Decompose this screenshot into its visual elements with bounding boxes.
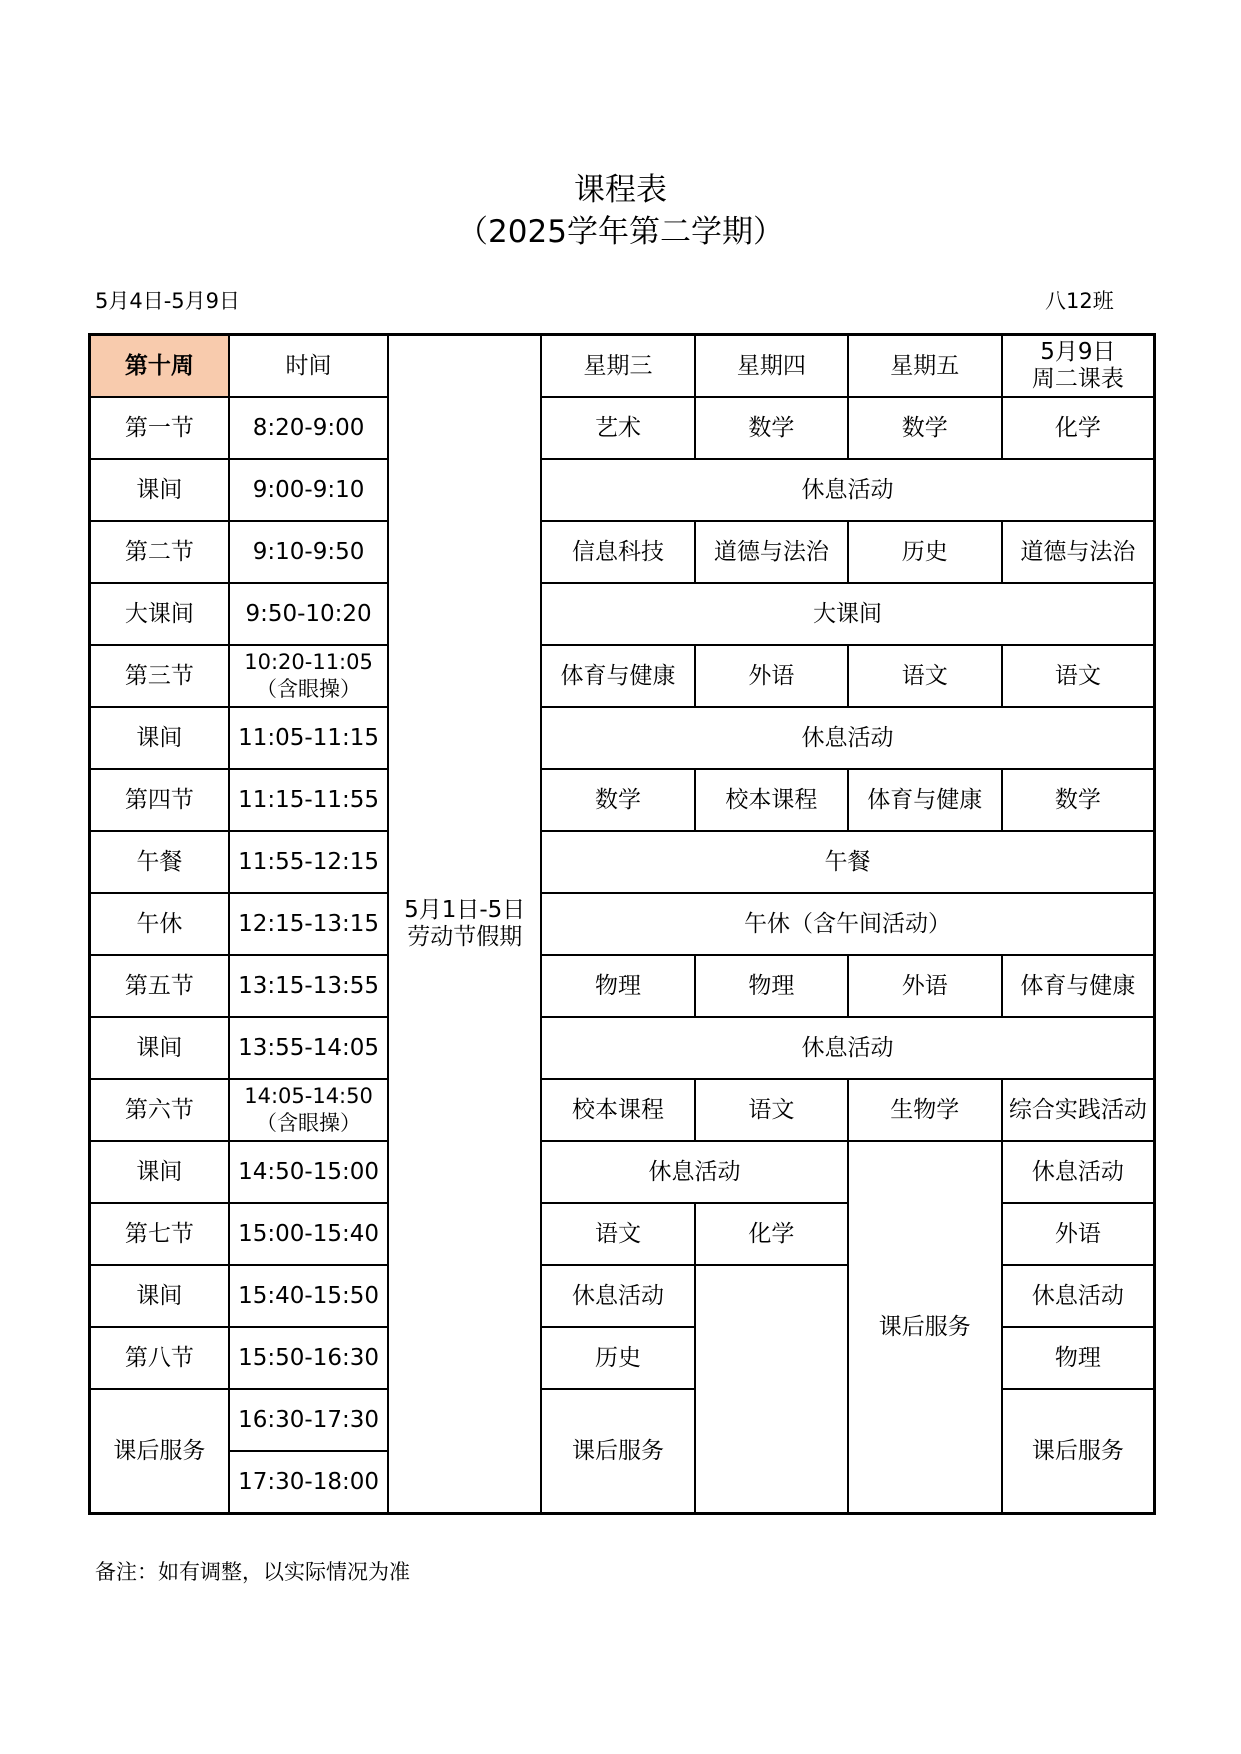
period-label: 第八节 (90, 1327, 229, 1389)
break-cell: 休息活动 (1002, 1141, 1155, 1203)
class-cell: 外语 (848, 955, 1002, 1017)
table-row (90, 645, 1155, 707)
empty-cell (695, 1265, 848, 1514)
table-row (90, 769, 1155, 831)
holiday-name: 劳动节假期 (407, 924, 523, 950)
time-range: 14:05-14:50 (244, 1084, 373, 1108)
class-cell: 数学 (541, 769, 695, 831)
period-label: 大课间 (90, 583, 229, 645)
page-subtitle: （2025学年第二学期） (457, 214, 784, 250)
class-cell: 体育与健康 (541, 645, 695, 707)
class-cell: 化学 (695, 1203, 848, 1265)
header-row (90, 335, 1155, 398)
period-label: 第三节 (90, 645, 229, 707)
period-time: 11:15-11:55 (229, 769, 389, 831)
nap-cell: 午休（含午间活动） (541, 893, 1154, 955)
class-cell: 历史 (541, 1327, 695, 1389)
period-label: 第七节 (90, 1203, 229, 1265)
special-day-date: 5月9日 (1040, 339, 1116, 365)
time-note: （含眼操） (256, 1111, 362, 1135)
holiday-cell (388, 335, 541, 1514)
period-time: 8:20-9:00 (229, 397, 389, 459)
schedule-table (88, 333, 1156, 1515)
class-cell: 外语 (1002, 1203, 1155, 1265)
class-cell: 校本课程 (541, 1079, 695, 1141)
period-time: 9:10-9:50 (229, 521, 389, 583)
class-cell: 信息科技 (541, 521, 695, 583)
break-cell: 休息活动 (541, 1141, 848, 1203)
lunch-cell: 午餐 (541, 831, 1154, 893)
period-time: 13:55-14:05 (229, 1017, 389, 1079)
page-title: 课程表 (574, 172, 667, 208)
class-cell: 艺术 (541, 397, 695, 459)
break-cell: 休息活动 (541, 707, 1154, 769)
day-header-special (1002, 335, 1155, 398)
class-cell: 语文 (695, 1079, 848, 1141)
period-time: 13:15-13:55 (229, 955, 389, 1017)
class-cell: 校本课程 (695, 769, 848, 831)
period-label: 课间 (90, 459, 229, 521)
table-row (90, 893, 1155, 955)
period-time: 12:15-13:15 (229, 893, 389, 955)
class-cell: 语文 (1002, 645, 1155, 707)
period-time: 15:40-15:50 (229, 1265, 389, 1327)
table-row (90, 707, 1155, 769)
special-day-note: 周二课表 (1031, 366, 1124, 392)
period-label: 午餐 (90, 831, 229, 893)
period-label: 课间 (90, 707, 229, 769)
holiday-dates: 5月1日-5日 (404, 897, 526, 923)
period-time: 16:30-17:30 (229, 1389, 389, 1451)
period-time: 11:55-12:15 (229, 831, 389, 893)
class-cell: 外语 (695, 645, 848, 707)
break-cell: 休息活动 (541, 459, 1154, 521)
class-name: 八12班 (1045, 289, 1114, 313)
period-label: 午休 (90, 893, 229, 955)
period-label: 第四节 (90, 769, 229, 831)
class-cell: 数学 (1002, 769, 1155, 831)
period-label: 课间 (90, 1141, 229, 1203)
class-cell: 物理 (1002, 1327, 1155, 1389)
table-row (90, 955, 1155, 1017)
after-school-cell: 课后服务 (1002, 1389, 1155, 1514)
break-cell: 大课间 (541, 583, 1154, 645)
period-time: 11:05-11:15 (229, 707, 389, 769)
period-time: 15:50-16:30 (229, 1327, 389, 1389)
class-cell: 化学 (1002, 397, 1155, 459)
table-row (90, 1079, 1155, 1141)
period-label: 第六节 (90, 1079, 229, 1141)
period-label: 课后服务 (90, 1389, 229, 1514)
break-cell: 休息活动 (541, 1265, 695, 1327)
table-row (90, 583, 1155, 645)
table-row (90, 521, 1155, 583)
class-cell: 语文 (541, 1203, 695, 1265)
period-time (229, 1079, 389, 1141)
class-cell: 物理 (541, 955, 695, 1017)
period-time (229, 645, 389, 707)
period-label: 第一节 (90, 397, 229, 459)
period-time: 17:30-18:00 (229, 1451, 389, 1514)
footnote: 备注：如有调整，以实际情况为准 (95, 1560, 410, 1584)
period-label: 第二节 (90, 521, 229, 583)
class-cell: 语文 (848, 645, 1002, 707)
class-cell: 数学 (848, 397, 1002, 459)
table-row (90, 397, 1155, 459)
table-row (90, 831, 1155, 893)
table-row (90, 1017, 1155, 1079)
after-school-cell: 课后服务 (848, 1141, 1002, 1514)
class-cell: 道德与法治 (695, 521, 848, 583)
period-time: 15:00-15:40 (229, 1203, 389, 1265)
class-cell: 体育与健康 (1002, 955, 1155, 1017)
after-school-cell: 课后服务 (541, 1389, 695, 1514)
period-label: 课间 (90, 1017, 229, 1079)
break-cell: 休息活动 (541, 1017, 1154, 1079)
time-note: （含眼操） (256, 677, 362, 701)
period-label: 课间 (90, 1265, 229, 1327)
time-header: 时间 (229, 335, 389, 398)
period-time: 9:00-9:10 (229, 459, 389, 521)
class-cell: 生物学 (848, 1079, 1002, 1141)
class-cell: 道德与法治 (1002, 521, 1155, 583)
class-cell: 综合实践活动 (1002, 1079, 1155, 1141)
table-row (90, 1141, 1155, 1203)
period-time: 14:50-15:00 (229, 1141, 389, 1203)
day-header-thu: 星期四 (695, 335, 848, 398)
table-row (90, 459, 1155, 521)
class-cell: 物理 (695, 955, 848, 1017)
period-label: 第五节 (90, 955, 229, 1017)
week-label: 第十周 (90, 335, 229, 398)
class-cell: 体育与健康 (848, 769, 1002, 831)
day-header-wed: 星期三 (541, 335, 695, 398)
time-range: 10:20-11:05 (244, 650, 373, 674)
day-header-fri: 星期五 (848, 335, 1002, 398)
period-time: 9:50-10:20 (229, 583, 389, 645)
class-cell: 数学 (695, 397, 848, 459)
date-range: 5月4日-5月9日 (95, 289, 241, 313)
class-cell: 历史 (848, 521, 1002, 583)
break-cell: 休息活动 (1002, 1265, 1155, 1327)
